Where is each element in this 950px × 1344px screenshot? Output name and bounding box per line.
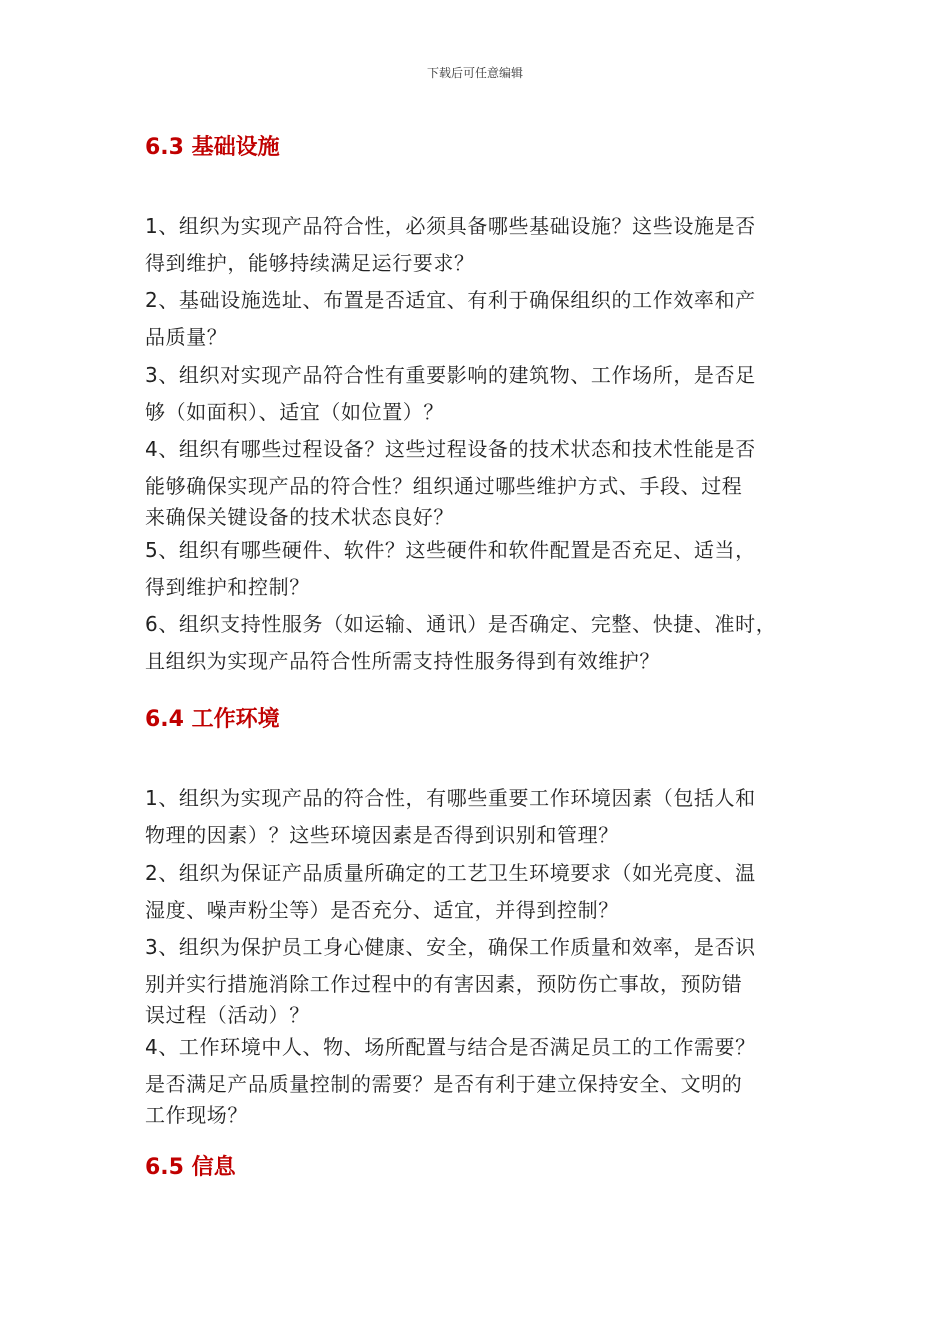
paragraph-line: 品质量？ <box>145 325 228 349</box>
paragraph-line: 1、组织为实现产品的符合性，有哪些重要工作环境因素（包括人和 <box>145 786 756 810</box>
paragraph-line: 误过程（活动）？ <box>145 1003 310 1027</box>
paragraph-line: 物理的因素）？这些环境因素是否得到识别和管理？ <box>145 823 619 847</box>
section-heading-6-4: 6.4 工作环境 <box>145 707 280 732</box>
paragraph <box>145 929 817 1027</box>
paragraph-line: 是否满足产品质量控制的需要？是否有利于建立保持安全、文明的 <box>145 1072 743 1096</box>
paragraph-line: 来确保关键设备的技术状态良好？ <box>145 505 454 529</box>
paragraph-line: 工作现场？ <box>145 1103 248 1127</box>
paragraph-line: 湿度、噪声粉尘等）是否充分、适宜，并得到控制？ <box>145 898 619 922</box>
paragraph <box>145 855 817 929</box>
page-header: 下载后可任意编辑 <box>426 66 523 80</box>
paragraph-line: 够（如面积）、适宜（如位置）？ <box>145 400 444 424</box>
paragraph <box>145 282 817 356</box>
paragraph-line: 3、组织对实现产品符合性有重要影响的建筑物、工作场所，是否足 <box>145 363 756 387</box>
paragraph-line: 4、工作环境中人、物、场所配置与结合是否满足员工的工作需要？ <box>145 1035 756 1059</box>
paragraph <box>145 606 817 680</box>
paragraph-line: 3、组织为保护员工身心健康、安全，确保工作质量和效率，是否识 <box>145 935 756 959</box>
paragraph <box>145 357 817 431</box>
paragraph-line: 得到维护和控制？ <box>145 575 310 599</box>
paragraph-line: 5、组织有哪些硬件、软件？这些硬件和软件配置是否充足、适当， <box>145 538 756 562</box>
paragraph-line: 1、组织为实现产品符合性，必须具备哪些基础设施？这些设施是否 <box>145 214 756 238</box>
section-heading-6-5: 6.5 信息 <box>145 1155 236 1180</box>
paragraph <box>145 208 817 282</box>
paragraph <box>145 780 817 854</box>
paragraph <box>145 431 817 529</box>
paragraph-line: 4、组织有哪些过程设备？这些过程设备的技术状态和技术性能是否 <box>145 437 756 461</box>
paragraph <box>145 532 817 606</box>
paragraph-line: 得到维护，能够持续满足运行要求？ <box>145 251 475 275</box>
paragraph-line: 2、基础设施选址、布置是否适宜、有利于确保组织的工作效率和产 <box>145 288 756 312</box>
paragraph-line: 6、组织支持性服务（如运输、通讯）是否确定、完整、快捷、准时， <box>145 612 777 636</box>
paragraph-line: 且组织为实现产品符合性所需支持性服务得到有效维护？ <box>145 649 660 673</box>
paragraph-line: 能够确保实现产品的符合性？组织通过哪些维护方式、手段、过程 <box>145 474 743 498</box>
paragraph-line: 别并实行措施消除工作过程中的有害因素，预防伤亡事故，预防错 <box>145 972 743 996</box>
paragraph-line: 2、组织为保证产品质量所确定的工艺卫生环境要求（如光亮度、温 <box>145 861 756 885</box>
paragraph <box>145 1029 817 1127</box>
section-heading-6-3: 6.3 基础设施 <box>145 135 280 160</box>
